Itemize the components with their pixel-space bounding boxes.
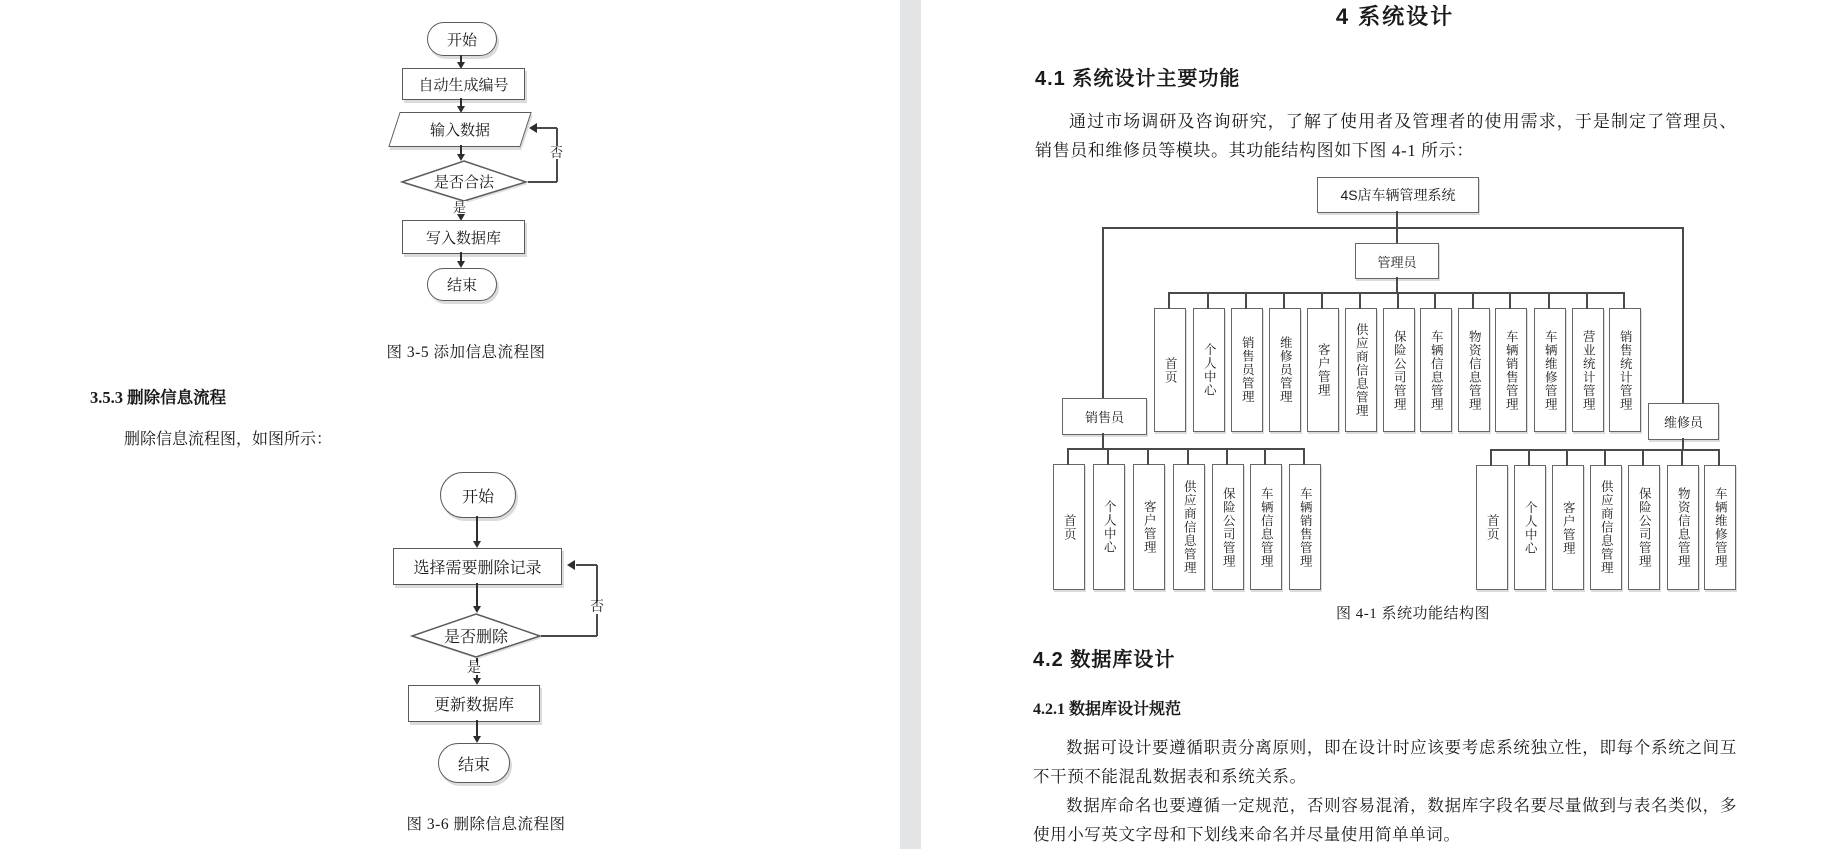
org-repair-stem (1682, 438, 1684, 449)
org-admin-child: 个人中心 (1193, 308, 1225, 432)
flow-del-start-label: 开始 (461, 488, 494, 506)
org-repair-child: 供应商信息管理 (1590, 465, 1622, 590)
flow-del-arrow-1 (476, 516, 478, 541)
flow-del-process-1-label: 选择需要删除记录 (413, 560, 542, 577)
flow-del-decision-label: 是否删除 (443, 629, 508, 646)
org-repair-box: 维修员 (1648, 403, 1719, 440)
flow-del-end-label: 结束 (457, 756, 490, 774)
org-admin-child: 车辆销售管理 (1495, 308, 1527, 432)
section-3-5-3-intro: 删除信息流程图，如图所示： (124, 431, 333, 448)
section-3-5-3-heading: 3.5.3 删除信息流程 (90, 388, 227, 407)
flow-del-yes-label: 是 (467, 661, 481, 676)
org-repair-child: 车辆维修管理 (1704, 465, 1736, 590)
flow-del-no-line-h2 (576, 564, 597, 566)
org-sales-child: 保险公司管理 (1212, 464, 1244, 590)
org-root-box: 4S店车辆管理系统 (1317, 177, 1479, 213)
org-admin-child: 维修员管理 (1269, 308, 1301, 432)
flow-add-no-line-h1 (528, 181, 557, 183)
flow-add-input-label: 输入数据 (429, 123, 490, 139)
flow-add-no-line-h2 (537, 127, 557, 129)
page-left (0, 0, 900, 849)
flow-del-no-line-h1 (541, 635, 597, 637)
org-repair-child: 保险公司管理 (1628, 465, 1660, 590)
flow-add-decision-label: 是否合法 (433, 174, 494, 191)
flow-add-end-terminator (427, 268, 497, 301)
section-4-2-1-heading: 4.2.1 数据库设计规范 (1033, 701, 1182, 718)
flow-add-yes-label: 是 (453, 200, 467, 215)
org-root-stem (1396, 211, 1398, 227)
org-admin-child: 车辆信息管理 (1420, 308, 1452, 432)
page-right (921, 0, 1824, 849)
org-sales-child: 车辆信息管理 (1250, 464, 1282, 590)
flow-add-start-terminator (427, 22, 497, 56)
org-repair-child: 首页 (1476, 465, 1508, 590)
org-admin-child: 供应商信息管理 (1345, 308, 1377, 432)
org-admin-child: 物资信息管理 (1458, 308, 1490, 432)
org-sales-rail (1068, 448, 1304, 450)
org-admin-child: 车辆维修管理 (1534, 308, 1566, 432)
section-4-1-heading: 4.1 系统设计主要功能 (1035, 68, 1241, 90)
flow-del-process-2 (408, 685, 540, 722)
figure-4-1-caption: 图 4-1 系统功能结构图 (1336, 606, 1490, 622)
org-repair-child: 物资信息管理 (1667, 465, 1699, 590)
org-admin-box: 管理员 (1355, 243, 1439, 279)
org-sales-child: 客户管理 (1133, 464, 1165, 590)
org-sales-child: 供应商信息管理 (1173, 464, 1205, 590)
figure-3-6-caption: 图 3-6 删除信息流程图 (406, 816, 566, 833)
flow-add-no-label: 否 (550, 145, 564, 160)
flow-del-no-arrowhead (567, 560, 575, 570)
org-admin-stem-top (1396, 227, 1398, 243)
flow-del-process-2-label: 更新数据库 (433, 697, 514, 714)
org-admin-child: 保险公司管理 (1383, 308, 1415, 432)
org-repair-child: 个人中心 (1514, 465, 1546, 590)
org-admin-child: 销售员管理 (1231, 308, 1263, 432)
flow-add-end-label: 结束 (446, 278, 477, 294)
org-sales-box: 销售员 (1062, 398, 1147, 435)
page-divider (900, 0, 921, 849)
org-admin-child: 首页 (1154, 308, 1186, 432)
flow-add-process-2 (402, 220, 525, 254)
org-repair-child: 客户管理 (1552, 465, 1584, 590)
flow-add-process-1-label: 自动生成编号 (418, 77, 509, 94)
chapter-title: 4 系统设计 (1335, 4, 1455, 29)
flow-add-arrow-1 (460, 55, 462, 62)
org-admin-child: 营业统计管理 (1572, 308, 1604, 432)
org-admin-child: 客户管理 (1307, 308, 1339, 432)
org-sales-child: 个人中心 (1093, 464, 1125, 590)
flow-add-arrow-4 (460, 252, 462, 261)
org-admin-stem-bottom (1396, 277, 1398, 292)
org-sales-child: 首页 (1053, 464, 1085, 590)
flow-del-no-label: 否 (590, 600, 604, 615)
flow-add-arrow-2 (460, 98, 462, 106)
flow-add-input-parallelogram (388, 112, 531, 147)
section-4-2-1-paragraph-2: 数据库命名也要遵循一定规范，否则容易混淆，数据库字段名要尽量做到与表名类似，多使用小写英文字母和下划线来命名并尽量使用简单单词。 (1033, 796, 1737, 844)
org-drop-sales (1102, 227, 1104, 398)
org-sales-child: 车辆销售管理 (1289, 464, 1321, 590)
flow-del-end-terminator (438, 743, 510, 783)
flow-add-no-arrowhead (529, 123, 537, 133)
org-top-rail (1103, 227, 1683, 229)
flow-del-start-terminator (440, 472, 516, 518)
section-4-2-1-paragraph-1: 数据可设计要遵循职责分离原则，即在设计时应该要考虑系统独立性，即每个系统之间互不干预不能混乱数据表和系统关系。 (1033, 738, 1737, 786)
flow-add-arrow-3 (460, 145, 462, 154)
flow-del-process-1 (393, 548, 562, 585)
section-4-1-paragraph: 通过市场调研及咨询研究，了解了使用者及管理者的使用需求，于是制定了管理员、销售员和维修员等模块。其功能结构图如下图 4-1 所示： (1035, 112, 1737, 160)
org-admin-child: 销售统计管理 (1609, 308, 1641, 432)
flow-del-arrow-2 (476, 583, 478, 606)
section-4-2-heading: 4.2 数据库设计 (1033, 649, 1176, 671)
flow-add-start-label: 开始 (446, 32, 477, 49)
flow-add-process-1 (402, 68, 525, 100)
org-drop-repair (1682, 227, 1684, 403)
figure-3-5-caption: 图 3-5 添加信息流程图 (386, 344, 546, 361)
flow-add-process-2-label: 写入数据库 (425, 230, 501, 247)
flow-del-arrow-3 (476, 720, 478, 736)
org-sales-stem (1102, 433, 1104, 448)
